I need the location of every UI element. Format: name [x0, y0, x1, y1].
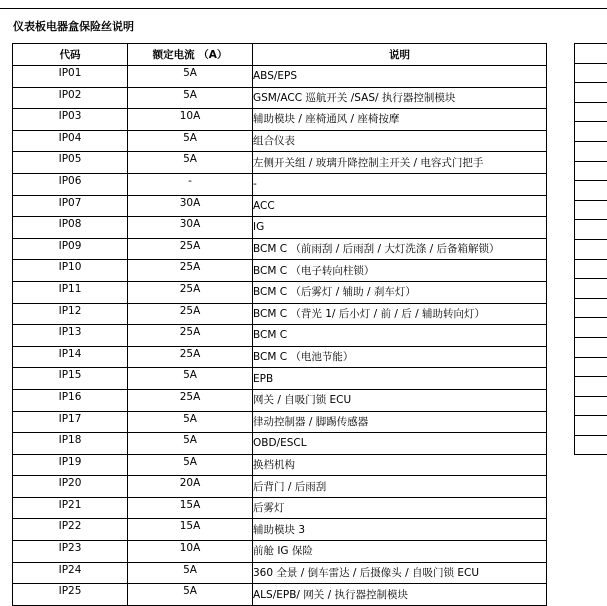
table-row	[13, 346, 547, 368]
header-code: 代码	[13, 44, 128, 66]
rated-current-cell: 5A	[128, 562, 253, 584]
fuse-table	[12, 43, 547, 606]
table-row	[13, 152, 547, 174]
description-cell: OBD/ESCL	[253, 433, 547, 455]
document-title: 仪表板电器盒保险丝说明	[13, 20, 134, 33]
description-cell: BCM C	[253, 325, 547, 347]
fuse-code-cell: IP17	[13, 411, 128, 433]
fuse-code-cell: IP11	[13, 281, 128, 303]
fuse-code-cell: IP21	[13, 497, 128, 519]
adjacent-table-edge	[574, 43, 607, 455]
description-cell: BCM C （背光 1/ 后小灯 / 前 / 后 / 辅助转向灯）	[253, 303, 547, 325]
description-cell: -	[253, 173, 547, 195]
table-row	[13, 476, 547, 498]
table-row	[13, 541, 547, 563]
table-row	[13, 66, 547, 88]
fuse-code-cell: IP14	[13, 346, 128, 368]
description-cell: GSM/ACC 巡航开关 /SAS/ 执行器控制模块	[253, 87, 547, 109]
table-row	[13, 584, 547, 606]
adjacent-table-row	[574, 180, 607, 201]
table-row	[13, 519, 547, 541]
adjacent-table-row	[574, 82, 607, 103]
fuse-code-cell: IP22	[13, 519, 128, 541]
rated-current-cell: 25A	[128, 346, 253, 368]
rated-current-cell: 25A	[128, 260, 253, 282]
rated-current-cell: -	[128, 173, 253, 195]
rated-current-cell: 5A	[128, 368, 253, 390]
fuse-code-cell: IP23	[13, 541, 128, 563]
top-rule	[0, 8, 607, 9]
adjacent-table-row	[574, 43, 607, 64]
adjacent-table-row	[574, 337, 607, 358]
adjacent-table-row	[574, 259, 607, 280]
table-row	[13, 368, 547, 390]
fuse-code-cell: IP15	[13, 368, 128, 390]
description-cell: 前舱 IG 保险	[253, 541, 547, 563]
description-cell: ABS/EPS	[253, 66, 547, 88]
description-cell: 律动控制器 / 脚踢传感器	[253, 411, 547, 433]
table-row	[13, 497, 547, 519]
table-row	[13, 173, 547, 195]
table-header-row	[13, 44, 547, 66]
description-cell: 360 全景 / 倒车雷达 / 后摄像头 / 自吸门锁 ECU	[253, 562, 547, 584]
rated-current-cell: 5A	[128, 66, 253, 88]
description-cell: 辅助模块 / 座椅通风 / 座椅按摩	[253, 109, 547, 131]
rated-current-cell: 10A	[128, 541, 253, 563]
fuse-code-cell: IP12	[13, 303, 128, 325]
description-cell: 后雾灯	[253, 497, 547, 519]
adjacent-table-row	[574, 63, 607, 84]
adjacent-table-row	[574, 141, 607, 162]
rated-current-cell: 25A	[128, 238, 253, 260]
description-cell: 后背门 / 后雨刮	[253, 476, 547, 498]
description-cell: 网关 / 自吸门锁 ECU	[253, 389, 547, 411]
table-row	[13, 260, 547, 282]
fuse-code-cell: IP01	[13, 66, 128, 88]
description-cell: BCM C （电池节能）	[253, 346, 547, 368]
adjacent-table-row	[574, 357, 607, 378]
rated-current-cell: 25A	[128, 303, 253, 325]
description-cell: BCM C （后雾灯 / 辅助 / 刹车灯）	[253, 281, 547, 303]
fuse-code-cell: IP19	[13, 454, 128, 476]
adjacent-table-row	[574, 239, 607, 260]
adjacent-table-row	[574, 435, 607, 456]
table-row	[13, 87, 547, 109]
description-cell: ALS/EPB/ 网关 / 执行器控制模块	[253, 584, 547, 606]
rated-current-cell: 25A	[128, 281, 253, 303]
fuse-code-cell: IP06	[13, 173, 128, 195]
fuse-code-cell: IP08	[13, 217, 128, 239]
rated-current-cell: 5A	[128, 411, 253, 433]
table-row	[13, 195, 547, 217]
adjacent-table-row	[574, 200, 607, 221]
rated-current-cell: 25A	[128, 325, 253, 347]
adjacent-table-row	[574, 317, 607, 338]
table-row	[13, 411, 547, 433]
description-cell: 辅助模块 3	[253, 519, 547, 541]
fuse-code-cell: IP25	[13, 584, 128, 606]
adjacent-table-row	[574, 102, 607, 123]
description-cell: ACC	[253, 195, 547, 217]
fuse-code-cell: IP07	[13, 195, 128, 217]
fuse-code-cell: IP20	[13, 476, 128, 498]
rated-current-cell: 15A	[128, 497, 253, 519]
table-row	[13, 238, 547, 260]
table-row	[13, 562, 547, 584]
rated-current-cell: 5A	[128, 433, 253, 455]
fuse-code-cell: IP05	[13, 152, 128, 174]
description-cell: 组合仪表	[253, 130, 547, 152]
description-cell: IG	[253, 217, 547, 239]
rated-current-cell: 10A	[128, 109, 253, 131]
header-rated-current: 额定电流 （A）	[128, 44, 253, 66]
table-row	[13, 325, 547, 347]
description-cell: BCM C （前雨刮 / 后雨刮 / 大灯洗涤 / 后备箱解锁）	[253, 238, 547, 260]
description-cell: 左侧开关组 / 玻璃升降控制主开关 / 电容式门把手	[253, 152, 547, 174]
rated-current-cell: 5A	[128, 584, 253, 606]
rated-current-cell: 30A	[128, 195, 253, 217]
fuse-code-cell: IP02	[13, 87, 128, 109]
fuse-code-cell: IP18	[13, 433, 128, 455]
rated-current-cell: 20A	[128, 476, 253, 498]
adjacent-table-row	[574, 161, 607, 182]
table-row	[13, 130, 547, 152]
table-row	[13, 303, 547, 325]
rated-current-cell: 5A	[128, 87, 253, 109]
fuse-code-cell: IP04	[13, 130, 128, 152]
rated-current-cell: 5A	[128, 152, 253, 174]
description-cell: 换档机构	[253, 454, 547, 476]
fuse-code-cell: IP03	[13, 109, 128, 131]
fuse-code-cell: IP24	[13, 562, 128, 584]
adjacent-table-row	[574, 376, 607, 397]
table-row	[13, 433, 547, 455]
fuse-table-body	[13, 66, 547, 606]
table-row	[13, 454, 547, 476]
table-row	[13, 217, 547, 239]
table-row	[13, 109, 547, 131]
adjacent-table-row	[574, 298, 607, 319]
adjacent-table-row	[574, 278, 607, 299]
fuse-code-cell: IP13	[13, 325, 128, 347]
header-description: 说明	[253, 44, 547, 66]
fuse-code-cell: IP10	[13, 260, 128, 282]
fuse-code-cell: IP09	[13, 238, 128, 260]
rated-current-cell: 30A	[128, 217, 253, 239]
rated-current-cell: 5A	[128, 130, 253, 152]
table-row	[13, 389, 547, 411]
rated-current-cell: 25A	[128, 389, 253, 411]
adjacent-table-row	[574, 219, 607, 240]
adjacent-table-row	[574, 396, 607, 417]
description-cell: EPB	[253, 368, 547, 390]
adjacent-table-row	[574, 121, 607, 142]
adjacent-table-row	[574, 415, 607, 436]
table-row	[13, 281, 547, 303]
fuse-code-cell: IP16	[13, 389, 128, 411]
rated-current-cell: 5A	[128, 454, 253, 476]
description-cell: BCM C （电子转向柱锁）	[253, 260, 547, 282]
rated-current-cell: 15A	[128, 519, 253, 541]
